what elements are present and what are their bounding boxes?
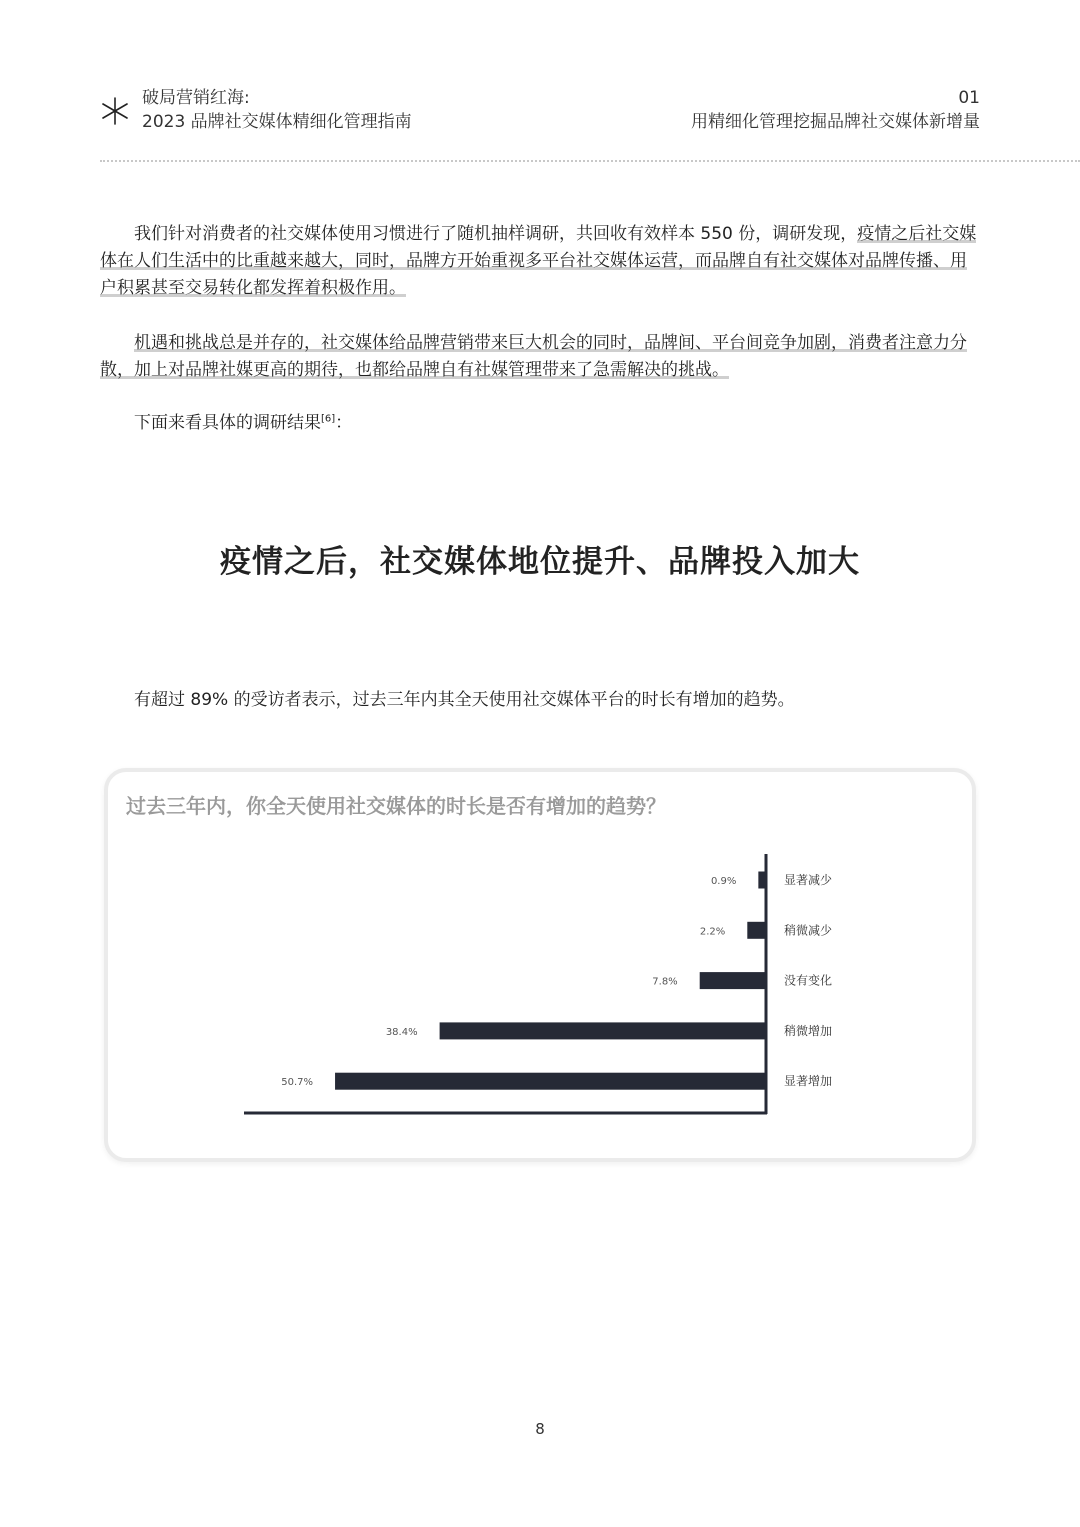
results-intro-colon: ： bbox=[335, 413, 353, 433]
chart-bar bbox=[758, 872, 766, 889]
chart-value-label: 38.4% bbox=[385, 1026, 418, 1038]
highlighted-challenges: 机遇和挑战总是并存的，社交媒体给品牌营销带来巨大机会的同时，品牌间、平台间竞争加剧，消费者注意力分散，加上对品牌社媒更高的期待，也都给品牌自有社媒管理带来了急需解决的挑战。 bbox=[100, 333, 967, 380]
chart-value-label: 7.8% bbox=[652, 976, 678, 988]
chart-title: 过去三年内，你全天使用社交媒体的时长是否有增加的趋势？ bbox=[126, 794, 666, 818]
chart-category-label: 显著增加 bbox=[784, 1074, 833, 1089]
chart-value-label: 0.9% bbox=[710, 876, 737, 887]
section-title: 疫情之后，社交媒体地位提升、品牌投入加大 bbox=[220, 544, 860, 580]
document-title bbox=[142, 86, 412, 134]
chart-category-label: 稍微增加 bbox=[784, 1023, 833, 1038]
chart-category-label: 稍微减少 bbox=[784, 923, 833, 938]
chart-bar bbox=[440, 1022, 766, 1039]
highlighted-finding: 疫情之后社交媒体在人们生活中的比重越来越大，同时，品牌方开始重视多平台社交媒体运营，而品牌自有社交媒体对品牌传播、用户积累甚至交易转化都发挥着积极作用。 bbox=[100, 224, 977, 298]
chapter-heading bbox=[691, 86, 980, 134]
paragraph-survey bbox=[100, 221, 982, 302]
document-title-line1: 破局营销红海: bbox=[142, 88, 250, 108]
document-header bbox=[100, 86, 412, 134]
reference-marker[interactable]: [6] bbox=[321, 413, 336, 425]
key-statistic-note: 有超过 89% 的受访者表示，过去三年内其全天使用社交媒体平台的时长有增加的趋势。 bbox=[134, 690, 795, 710]
chart-bar bbox=[335, 1073, 766, 1090]
chapter-title: 用精细化管理挖掘品牌社交媒体新增量 bbox=[691, 112, 980, 132]
asterisk-icon bbox=[100, 96, 130, 126]
results-intro-text: 下面来看具体的调研结果 bbox=[134, 413, 321, 433]
page-number: 8 bbox=[535, 1420, 545, 1438]
paragraph-survey-text: 我们针对消费者的社交媒体使用习惯进行了随机抽样调研，共回收有效样本 550 份，调研发现， bbox=[134, 224, 858, 244]
chart-card bbox=[104, 768, 976, 1162]
chart-bar bbox=[700, 972, 766, 989]
chart-value-label: 2.2% bbox=[699, 926, 726, 938]
chapter-number: 01 bbox=[958, 88, 980, 108]
header-divider bbox=[100, 160, 1080, 162]
bar-chart bbox=[108, 772, 972, 1158]
document-title-line2: 2023 品牌社交媒体精细化管理指南 bbox=[142, 112, 412, 132]
chart-category-label: 没有变化 bbox=[784, 973, 833, 988]
chart-bar bbox=[747, 922, 766, 939]
paragraph-challenges bbox=[100, 330, 982, 384]
paragraph-results-intro bbox=[100, 410, 982, 437]
chart-value-label: 50.7% bbox=[281, 1077, 314, 1089]
chart-category-label: 显著减少 bbox=[784, 873, 833, 887]
